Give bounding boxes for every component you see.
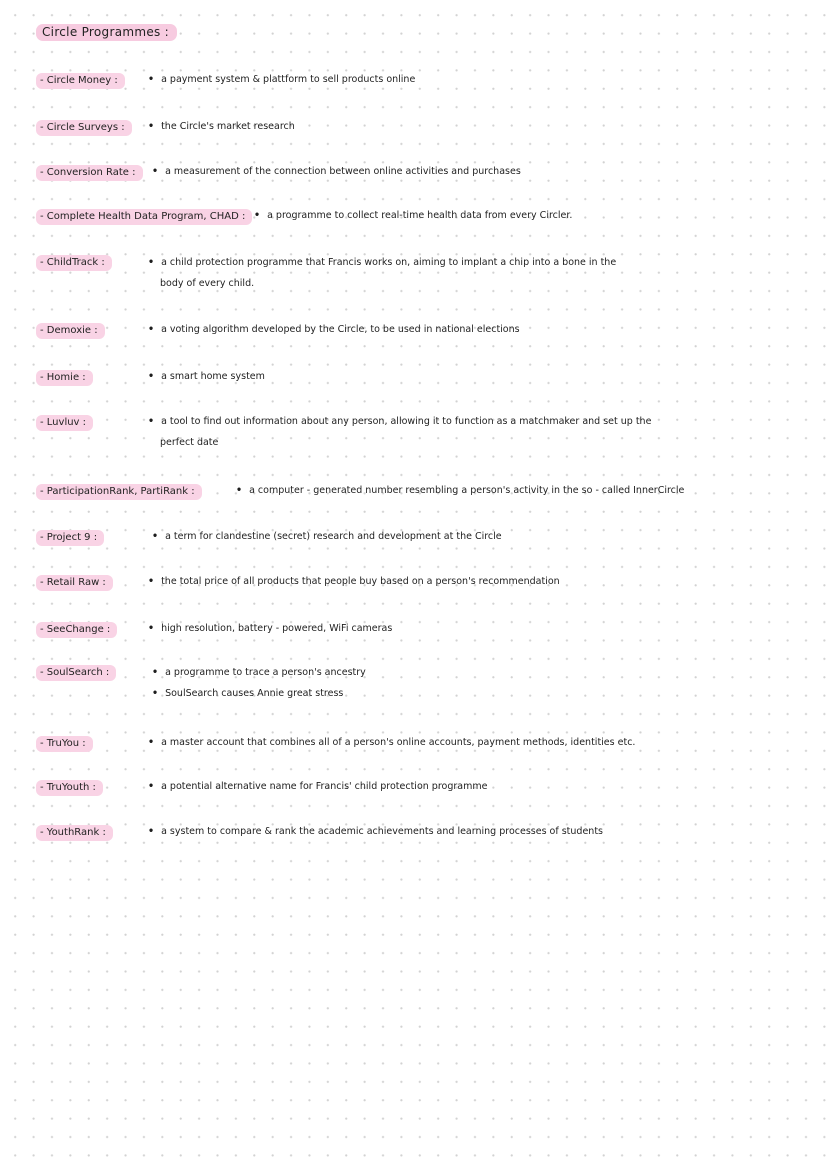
definition-project-9: • a term for clandestine (secret) research and development at the Circle (152, 526, 502, 547)
definition-truyouth: • a potential alternative name for Francis' child protection programme (148, 776, 487, 797)
bullet-icon: • (148, 74, 155, 85)
definition-soulsearch: • a programme to trace a person's ancestry • SoulSearch causes Annie great stress (152, 662, 366, 704)
bullet-icon: • (148, 257, 155, 268)
term-circle-money: - Circle Money : (36, 73, 125, 89)
bullet-icon: • (148, 781, 155, 792)
term-retail-raw: - Retail Raw : (36, 575, 113, 591)
bullet-icon: • (148, 324, 155, 335)
term-partirank: - ParticipationRank, PartiRank : (36, 484, 202, 500)
bullet-icon: • (152, 667, 159, 678)
definition-homie: • a smart home system (148, 366, 265, 387)
term-truyou: - TruYou : (36, 736, 93, 752)
bullet-icon: • (148, 371, 155, 382)
bullet-icon: • (148, 121, 155, 132)
term-demoxie: - Demoxie : (36, 323, 105, 339)
bullet-icon: • (148, 826, 155, 837)
bullet-icon: • (236, 485, 243, 496)
term-childtrack: - ChildTrack : (36, 255, 112, 271)
term-soulsearch: - SoulSearch : (36, 665, 116, 681)
definition-retail-raw: • the total price of all products that people buy based on a person's recommendation (148, 571, 560, 592)
bullet-icon: • (148, 576, 155, 587)
bullet-icon: • (152, 166, 159, 177)
page-title: Circle Programmes : (36, 24, 177, 41)
term-chad: - Complete Health Data Program, CHAD : (36, 209, 252, 225)
definition-circle-surveys: • the Circle's market research (148, 116, 295, 137)
definition-demoxie: • a voting algorithm developed by the Circle, to be used in national elections (148, 319, 520, 340)
term-truyouth: - TruYouth : (36, 780, 103, 796)
definition-conversion-rate: • a measurement of the connection between online activities and purchases (152, 161, 521, 182)
bullet-icon: • (152, 531, 159, 542)
term-conversion-rate: - Conversion Rate : (36, 165, 143, 181)
term-seechange: - SeeChange : (36, 622, 117, 638)
definition-youthrank: • a system to compare & rank the academic achievements and learning processes of students (148, 821, 603, 842)
term-luvluv: - Luvluv : (36, 415, 93, 431)
term-circle-surveys: - Circle Surveys : (36, 120, 132, 136)
bullet-icon: • (148, 737, 155, 748)
definition-childtrack: • a child protection programme that Francis works on, aiming to implant a chip into a bone in the body of every child. (148, 252, 616, 294)
definition-circle-money: • a payment system & plattform to sell products online (148, 69, 415, 90)
definition-partirank: • a computer - generated number resembling a person's activity in the so - called InnerCircle (236, 480, 684, 501)
term-youthrank: - YouthRank : (36, 825, 113, 841)
bullet-icon: • (148, 623, 155, 634)
term-homie: - Homie : (36, 370, 93, 386)
bullet-icon: • (254, 210, 261, 221)
definition-seechange: • high resolution, battery - powered, WiFi cameras (148, 618, 392, 639)
bullet-icon: • (148, 416, 155, 427)
bullet-icon: • (152, 688, 159, 699)
definition-truyou: • a master account that combines all of a person's online accounts, payment methods, identities etc. (148, 732, 635, 753)
term-project-9: - Project 9 : (36, 530, 104, 546)
definition-chad: • a programme to collect real-time health data from every Circler. (254, 205, 572, 226)
definition-luvluv: • a tool to find out information about any person, allowing it to function as a matchmaker and set up the perfect date (148, 411, 651, 453)
